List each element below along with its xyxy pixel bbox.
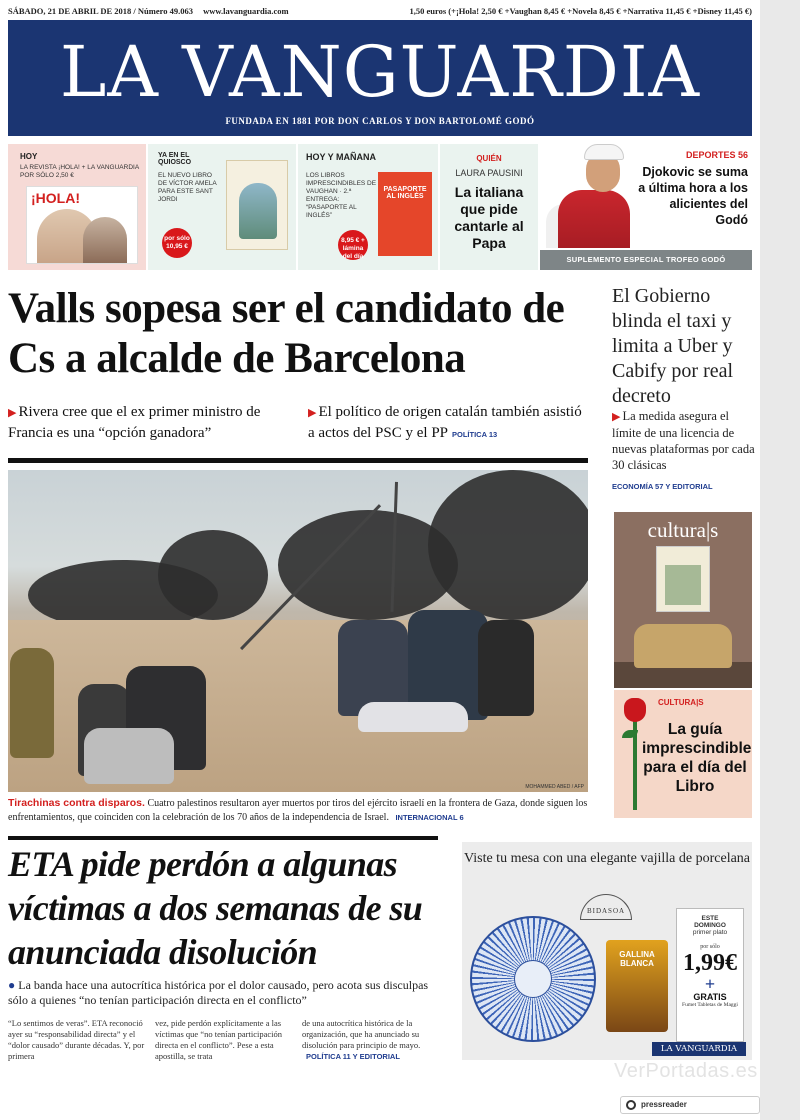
tennis-player-photo [544, 144, 634, 248]
price-badge: 8,95 € + lámina del día [338, 230, 368, 260]
eta-column: “Lo sentimos de veras”. ETA reconoció ayer su “responsabilidad directa” y el “dolor causado” durante décadas. Y, por primera [8, 1018, 145, 1061]
section-ref[interactable]: INTERNACIONAL 6 [395, 813, 464, 822]
pressreader-icon [626, 1100, 636, 1110]
plate-center [514, 960, 552, 998]
promo-kicker: HOY [20, 152, 38, 161]
promo-headline: La italiana que pide cantarle al Papa [454, 184, 524, 251]
culturas-title: cultura|s [647, 518, 719, 542]
price-list: 1,50 euros (+¡Hola! 2,50 € +Vaughan 8,45 € +Novela 8,45 € +Narrativa 11,45 € +Disney 11,45 €) [409, 6, 752, 16]
issue-date: SÁBADO, 21 DE ABRIL DE 2018 / Número 49.063 [8, 6, 193, 16]
site-watermark: VerPortadas.es [614, 1060, 758, 1082]
date-price-line [8, 6, 752, 20]
libro-tag: CULTURA|S [658, 698, 704, 707]
promo-quien[interactable] [440, 144, 538, 270]
promo-hola[interactable] [8, 144, 146, 270]
promo-kicker: HOY Y MAÑANA [306, 152, 377, 162]
gaza-photo [8, 470, 588, 792]
brand-logo: BIDASOA [580, 894, 632, 920]
smoke-plume [428, 470, 588, 620]
divider [8, 458, 588, 463]
offer-box [676, 908, 744, 1042]
libro-promo[interactable] [614, 690, 752, 818]
price-badge: por sólo 10,95 € [162, 228, 192, 258]
offer-price: 1,99€ [683, 950, 737, 976]
plus-icon: + [704, 974, 716, 994]
eta-headline[interactable]: ETA pide perdón a algunas víctimas a dos semanas de su anunciada disolución [8, 844, 423, 972]
page-margin [760, 0, 800, 1120]
section-ref[interactable]: ECONOMÍA 57 Y EDITORIAL [612, 482, 713, 491]
eta-subhead-text: La banda hace una autocrítica histórica por el dolor causado, pero acota sus disculpas sólo a quienes “no tenían participación directa en el conflicto” [8, 978, 429, 1007]
caption-lead: Tirachinas contra disparos. [8, 797, 145, 809]
section-ref[interactable]: POLÍTICA 13 [452, 430, 498, 439]
book-cover-title: PASAPORTE AL INGLÉS [383, 186, 427, 200]
subhead-text: Rivera cree que el ex primer ministro de Francia es una “opción ganadora” [8, 404, 261, 441]
promo-kicker: DEPORTES 56 [685, 150, 748, 160]
promo-text: LOS LIBROS IMPRESCINDIBLES DE VAUGHAN · 2.ª ENTREGA: “PASAPORTE AL INGLÉS” [306, 172, 377, 219]
eta-subhead [8, 978, 448, 1008]
sidebar-text [612, 408, 756, 473]
sofa-image [634, 624, 732, 668]
eta-column: vez, pide perdón explícitamente a las víctimas que “no tenían participación directa en el conflicto”. Pese a esta apostilla, se trata [155, 1018, 282, 1061]
triangle-bullet-icon: ▶ [308, 407, 317, 419]
section-ref[interactable]: POLÍTICA 11 Y EDITORIAL [306, 1052, 400, 1061]
triangle-bullet-icon: ▶ [612, 411, 621, 423]
ad-title: Viste tu mesa con una elegante vajilla de porcelana [463, 851, 751, 866]
triangle-bullet-icon: ▶ [8, 407, 17, 419]
lead-headline[interactable]: Valls sopesa ser el candidato de Cs a alcalde de Barcelona [8, 285, 565, 382]
book-illustration [239, 183, 277, 239]
offer-line: por sólo [700, 944, 720, 950]
founded-line: FUNDADA EN 1881 POR DON CARLOS Y DON BARTOLOMÉ GODÓ [225, 116, 535, 126]
culturas-cover[interactable] [614, 512, 752, 688]
promo-strip [8, 144, 752, 270]
offer-line: primer plato [692, 929, 728, 936]
lead-subheads [8, 402, 592, 448]
porcelain-ad[interactable] [462, 842, 752, 1060]
offer-line: DOMINGO [694, 922, 726, 929]
pressreader-label: pressreader [641, 1100, 687, 1109]
bullet-icon: ● [8, 978, 16, 992]
promo-subject: LAURA PAUSINI [455, 168, 523, 178]
book-cover-image [226, 160, 288, 250]
cover-person-image [83, 217, 127, 263]
eta-body [8, 1018, 448, 1064]
product-pack-image [606, 940, 668, 1032]
offer-line: ESTE [701, 915, 719, 922]
supplement-band: SUPLEMENTO ESPECIAL TROFEO GODÓ [540, 250, 752, 270]
divider [8, 836, 438, 840]
newspaper-logo: LA VANGUARDIA [59, 31, 701, 113]
sidebar-summary: La medida asegura el límite de una licencia de nuevas plataformas por cada 30 clásicas [612, 409, 755, 472]
pressreader-badge[interactable] [620, 1096, 760, 1114]
magazine-title: ¡HOLA! [31, 190, 80, 206]
offer-gift: Fumet Tabletas de Maggi [682, 1002, 738, 1008]
magazine-cover-image [26, 186, 138, 264]
ad-newspaper-logo: LA VANGUARDIA [652, 1042, 746, 1056]
photo-credit: MOHAMMED ABED / AFP [525, 784, 584, 790]
eta-column-text: de una autocrítica histórica de la organización, que ha anunciado su disolución para principio de mayo. [302, 1018, 421, 1050]
promo-headline: Djokovic se suma a última hora a los alicientes del Godó [638, 165, 748, 227]
lead-subhead [308, 402, 592, 445]
promo-book[interactable] [148, 144, 296, 270]
masthead [8, 20, 752, 136]
site-url[interactable]: www.lavanguardia.com [203, 6, 289, 16]
promo-kicker: YA EN EL QUIOSCO [158, 152, 192, 166]
book-cover-image [378, 172, 432, 256]
promo-deportes[interactable] [540, 144, 752, 270]
poster-illustration [665, 565, 701, 605]
promo-text: LA REVISTA ¡HOLA! + LA VANGUARDIA POR SÓLO 2,50 € [20, 164, 139, 179]
photo-caption [8, 796, 592, 825]
libro-text: La guía imprescindible para el día del Libro [642, 721, 752, 795]
photo-shape [584, 144, 624, 160]
person-figure [10, 648, 54, 758]
rose-icon [624, 698, 646, 722]
promo-vaughan[interactable] [298, 144, 438, 270]
promo-text: EL NUEVO LIBRO DE VÍCTOR AMELA PARA ESTE SANT JORDI [158, 172, 217, 203]
caption-text: Cuatro palestinos resultaron ayer muertos por tiros del ejército israelí en la frontera de Gaza, donde siguen los enfrentamientos, que coinciden con la celebración de los 70 años de la independencia de Israel. [8, 798, 588, 823]
eta-column [302, 1018, 440, 1062]
subhead-text: El político de origen catalán también asistió a actos del PSC y el PP [308, 404, 582, 441]
photo-shape [558, 190, 630, 248]
person-figure [478, 620, 534, 716]
smoke-plume [158, 530, 268, 620]
person-figure [358, 702, 468, 732]
offer-gratis: GRATIS [693, 992, 727, 1002]
promo-kicker: QUIÉN [476, 154, 502, 163]
pack-label: GALLINA BLANCA [619, 950, 655, 968]
person-figure [84, 728, 174, 784]
lead-subhead [8, 402, 298, 443]
poster-image [656, 546, 710, 612]
plate-image [470, 916, 596, 1042]
sidebar-headline[interactable]: El Gobierno blinda el taxi y limita a Uber y Cabify por real decreto [612, 285, 734, 407]
